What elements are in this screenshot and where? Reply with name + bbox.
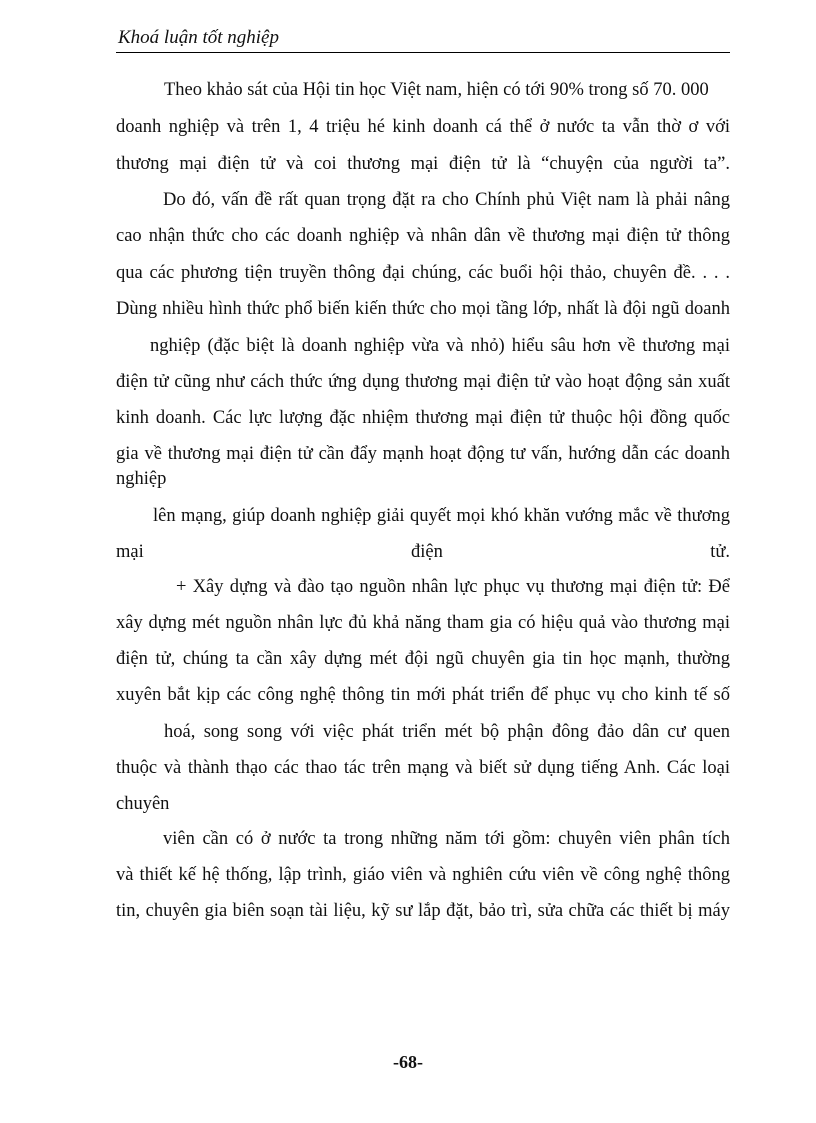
text-line: xây dựng mét nguồn nhân lực đủ khả năng tham gia có hiệu quả vào thương mại bbox=[116, 613, 730, 633]
page-header bbox=[116, 26, 730, 53]
text-line: lên mạng, giúp doanh nghiệp giải quyết mọi khó khăn vướng mắc về thương bbox=[153, 506, 730, 526]
page-number: -68- bbox=[393, 1052, 423, 1072]
text-line: Theo khảo sát của Hội tin học Việt nam, hiện có tới 90% trong số 70. 000 bbox=[164, 80, 709, 100]
text-line: nghiệp (đặc biệt là doanh nghiệp vừa và nhỏ) hiểu sâu hơn về thương mại bbox=[150, 336, 730, 356]
text-line: cao nhận thức cho các doanh nghiệp và nhân dân về thương mại điện tử thông bbox=[116, 226, 730, 246]
text-line: qua các phương tiện truyền thông đại chúng, các buổi hội thảo, chuyên đề. . . . bbox=[116, 263, 730, 283]
text-line: hoá, song song với việc phát triển mét bộ phận đông đảo dân cư quen bbox=[164, 722, 730, 742]
text-line: tin, chuyên gia biên soạn tài liệu, kỹ sư lắp đặt, bảo trì, sửa chữa các thiết bị máy bbox=[116, 901, 730, 921]
text-line: điện tử, chúng ta cần xây dựng mét đội ngũ chuyên gia tin học mạnh, thường bbox=[116, 649, 730, 669]
text-line: điện tử cũng như cách thức ứng dụng thương mại điện tử vào hoạt động sản xuất bbox=[116, 372, 730, 392]
header-title: Khoá luận tốt nghiệp bbox=[118, 27, 279, 48]
text-line: thương mại điện tử và coi thương mại điện tử là “chuyện của người ta”. bbox=[116, 154, 730, 174]
text-line: doanh nghiệp và trên 1, 4 triệu hé kinh doanh cá thể ở nước ta vẫn thờ ơ với bbox=[116, 117, 730, 137]
text-line: viên cần có ở nước ta trong những năm tới gồm: chuyên viên phân tích bbox=[163, 829, 730, 849]
text-line: kinh doanh. Các lực lượng đặc nhiệm thương mại điện tử thuộc hội đồng quốc bbox=[116, 408, 730, 428]
text-line: thuộc và thành thạo các thao tác trên mạng và biết sử dụng tiếng Anh. Các loại bbox=[116, 758, 730, 778]
text-line: chuyên bbox=[116, 794, 170, 814]
text-line: + Xây dựng và đào tạo nguồn nhân lực phục vụ thương mại điện tử: Để bbox=[176, 577, 730, 597]
text-line: nghiệp bbox=[116, 469, 167, 489]
text-line: Dùng nhiều hình thức phổ biến kiến thức cho mọi tầng lớp, nhất là đội ngũ doanh bbox=[116, 299, 730, 319]
text-line: Do đó, vấn đề rất quan trọng đặt ra cho Chính phủ Việt nam là phải nâng bbox=[163, 190, 730, 210]
text-line: mại điện tử. bbox=[116, 542, 730, 562]
text-line: và thiết kế hệ thống, lập trình, giáo viên và nghiên cứu viên về công nghệ thông bbox=[116, 865, 730, 885]
text-line: xuyên bắt kịp các công nghệ thông tin mới phát triển để phục vụ cho kinh tế số bbox=[116, 685, 730, 705]
text-line: gia về thương mại điện tử cần đẩy mạnh hoạt động tư vấn, hướng dẫn các doanh bbox=[116, 444, 730, 464]
